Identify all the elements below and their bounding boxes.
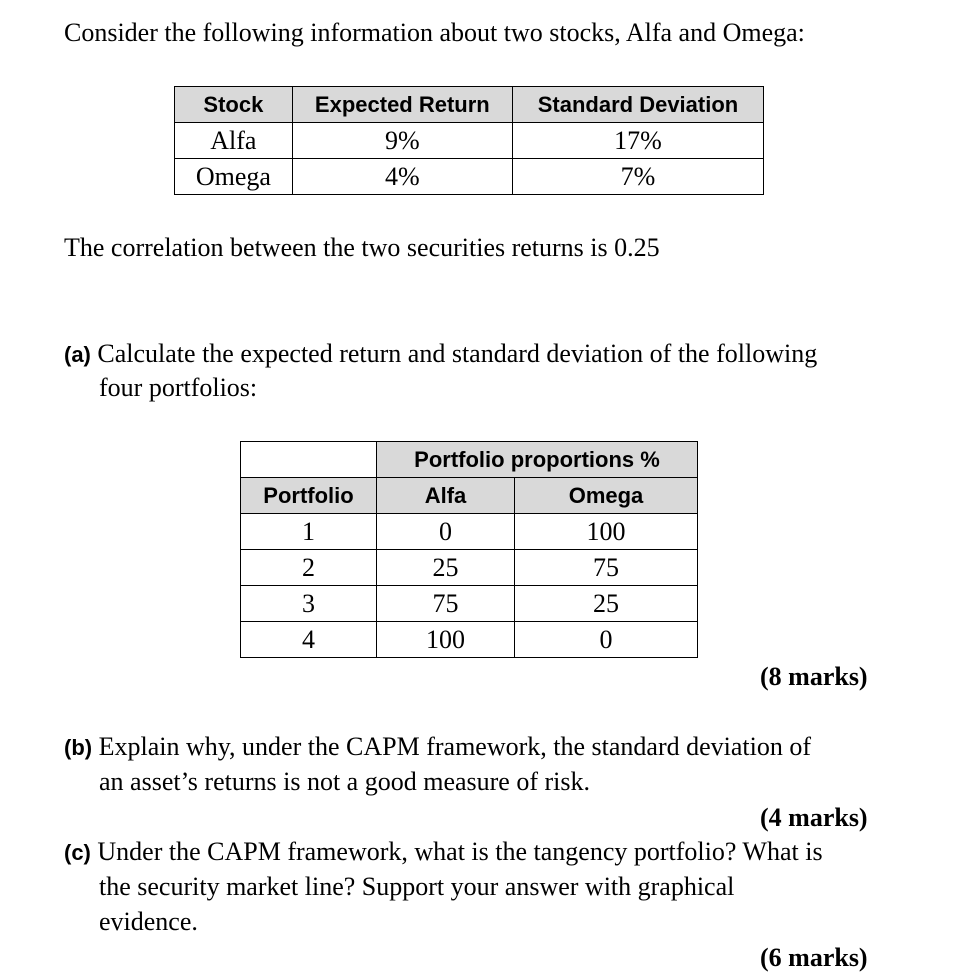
part-b-marks: (4 marks) (760, 803, 868, 832)
part-a-marks: (8 marks) (760, 662, 868, 691)
table-cell: 9% (292, 123, 512, 159)
stock-table-header-stock: Stock (175, 87, 293, 123)
portfolio-table-header-alfa: Alfa (377, 478, 515, 514)
part-a-text-1: Calculate the expected return and standard deviation of the following (97, 339, 818, 368)
table-cell: 75 (515, 550, 698, 586)
portfolio-table-group-header: Portfolio proportions % (377, 442, 698, 478)
table-row (241, 550, 698, 586)
table-cell: 17% (512, 123, 763, 159)
table-cell: Omega (175, 159, 293, 195)
table-cell: 0 (515, 622, 698, 658)
part-c-text-1: Under the CAPM framework, what is the tangency portfolio? What is (97, 837, 823, 866)
correlation-text: The correlation between the two securities returns is 0.25 (64, 233, 660, 262)
part-a-line-1 (64, 339, 817, 370)
part-c-text-2: the security market line? Support your answer with graphical (99, 872, 735, 901)
portfolio-table-header-portfolio: Portfolio (241, 478, 377, 514)
part-b-line-1 (64, 732, 811, 763)
part-a-label: (a) (64, 342, 91, 367)
table-row (241, 622, 698, 658)
table-cell: 3 (241, 586, 377, 622)
stock-table (174, 86, 764, 195)
portfolio-table-corner (241, 442, 377, 478)
intro-text: Consider the following information about two stocks, Alfa and Omega: (64, 18, 805, 47)
table-cell: 25 (377, 550, 515, 586)
portfolio-table (240, 441, 698, 658)
table-cell: 4 (241, 622, 377, 658)
table-cell: 25 (515, 586, 698, 622)
table-row (241, 514, 698, 550)
part-b-label: (b) (64, 735, 93, 760)
table-row (175, 159, 764, 195)
part-c-marks: (6 marks) (760, 943, 868, 972)
table-cell: 100 (377, 622, 515, 658)
part-b-text-2: an asset’s returns is not a good measure of risk. (99, 767, 591, 796)
table-cell: Alfa (175, 123, 293, 159)
portfolio-table-header-omega: Omega (515, 478, 698, 514)
part-c-line-1 (64, 837, 823, 868)
table-cell: 0 (377, 514, 515, 550)
table-row (175, 123, 764, 159)
table-cell: 75 (377, 586, 515, 622)
table-cell: 1 (241, 514, 377, 550)
part-b-text-1: Explain why, under the CAPM framework, the standard deviation of (98, 732, 812, 761)
table-cell: 4% (292, 159, 512, 195)
table-row (241, 586, 698, 622)
part-c-label: (c) (64, 840, 91, 865)
stock-table-header-std-dev: Standard Deviation (512, 87, 763, 123)
part-c-text-3: evidence. (99, 907, 198, 936)
stock-table-header-expected-return: Expected Return (292, 87, 512, 123)
table-cell: 100 (515, 514, 698, 550)
part-a-text-2: four portfolios: (99, 373, 258, 402)
table-cell: 2 (241, 550, 377, 586)
table-cell: 7% (512, 159, 763, 195)
